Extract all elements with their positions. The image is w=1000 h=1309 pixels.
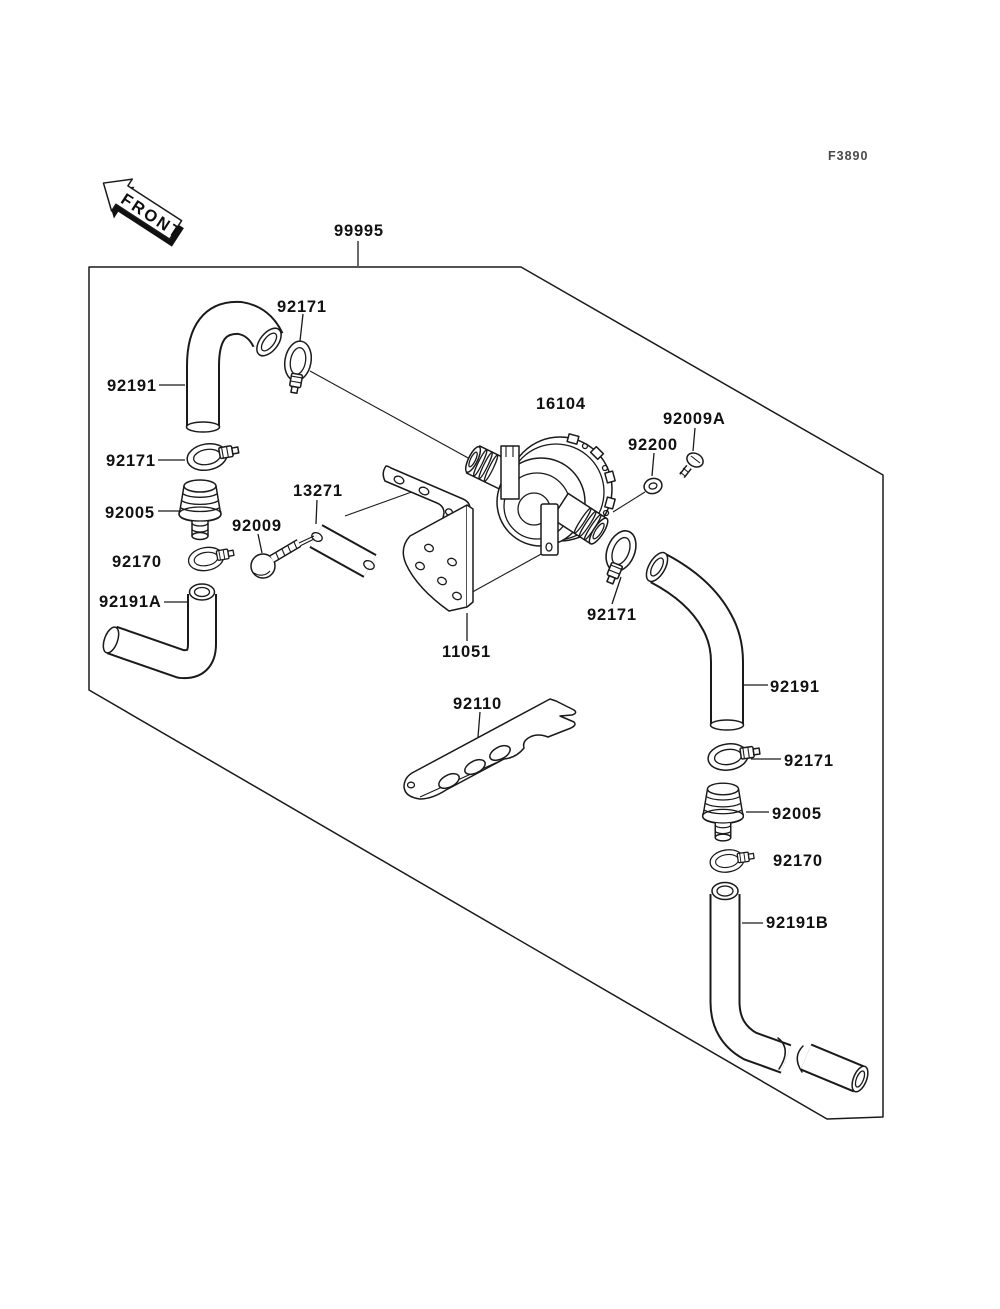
part-label-16104-pump-assembly: 16104 xyxy=(536,395,586,413)
part-label-92191A-hose-left: 92191A xyxy=(99,593,162,611)
leader-92009-bolt xyxy=(258,534,262,553)
part-label-92171-clamp-outlet: 92171 xyxy=(587,606,637,624)
part-label-92191-hose-front: 92191 xyxy=(107,377,157,395)
hose-92191-front xyxy=(187,318,286,432)
clamp-92171-outlet xyxy=(596,526,642,587)
part-label-92005-fitting-right: 92005 xyxy=(772,805,822,823)
leader-13271-plate xyxy=(316,500,317,524)
leader-92110-plate-bracket xyxy=(478,712,480,737)
clamp-92170-right xyxy=(709,846,756,874)
assembly-line-1 xyxy=(613,492,645,512)
front-arrow xyxy=(90,167,192,254)
part-label-92009A-screw: 92009A xyxy=(663,410,726,428)
part-label-92200-washer: 92200 xyxy=(628,436,678,454)
washer-92200 xyxy=(642,476,663,495)
fitting-92005-left xyxy=(179,480,221,540)
part-label-92171-clamp-front: 92171 xyxy=(277,298,327,316)
clamp-92170-left xyxy=(187,543,236,573)
front-arrow-label: FRONT xyxy=(117,190,186,244)
part-label-92191B-hose-rear: 92191B xyxy=(766,914,829,932)
screw-92009A xyxy=(680,450,706,476)
pump-mount-tab-rear xyxy=(501,446,519,499)
part-label-92191-hose-right: 92191 xyxy=(770,678,820,696)
pump-mount-lug-front xyxy=(541,504,558,555)
part-label-92171-clamp-right: 92171 xyxy=(784,752,834,770)
pump-16104 xyxy=(462,434,615,555)
bolt-92009 xyxy=(251,536,314,578)
part-label-92005-fitting-left: 92005 xyxy=(105,504,155,522)
part-label-99995-hose-kit: 99995 xyxy=(334,222,384,240)
part-label-92009-bolt: 92009 xyxy=(232,517,282,535)
part-label-11051-bracket: 11051 xyxy=(442,643,491,661)
part-label-92171-clamp-left: 92171 xyxy=(106,452,156,470)
bracket-11051 xyxy=(383,466,473,611)
leader-92171-clamp-front xyxy=(300,314,303,341)
hose-92191-right xyxy=(642,549,743,730)
clamp-92171-right xyxy=(706,740,761,773)
part-label-13271-plate: 13271 xyxy=(293,482,343,500)
clamp-92171-front xyxy=(280,339,315,395)
plate-13271 xyxy=(310,531,375,571)
fitting-92005-right xyxy=(703,783,744,841)
leader-92009A-screw xyxy=(693,428,695,451)
part-label-92170-clamp-left-small: 92170 xyxy=(112,553,162,571)
assembly-line-0 xyxy=(310,371,470,459)
clamp-92171-left xyxy=(185,439,241,474)
plate-bracket-92110 xyxy=(404,699,576,799)
part-label-92110-plate-bracket: 92110 xyxy=(453,695,502,713)
fiche-code: F3890 xyxy=(828,149,869,163)
part-label-92170-clamp-right-small: 92170 xyxy=(773,852,823,870)
leader-92200-washer xyxy=(652,453,654,476)
